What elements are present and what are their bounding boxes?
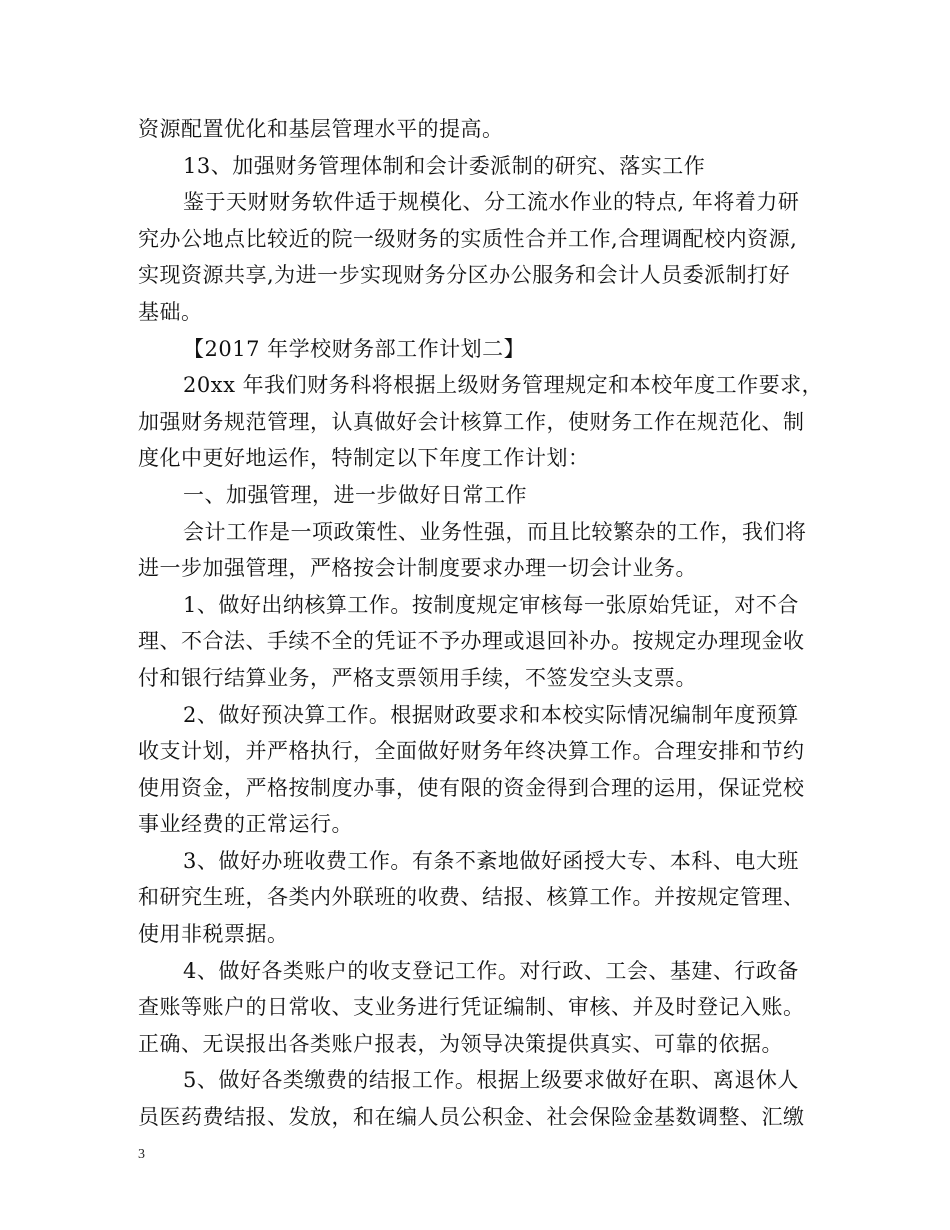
text-line: 资源配置优化和基层管理水平的提高。 — [138, 117, 504, 141]
text-line: 会计工作是一项政策性、业务性强，而且比较繁杂的工作，我们将 — [183, 519, 807, 544]
text-line: 一、加强管理，进一步做好日常工作 — [183, 482, 527, 507]
text-line: 理、不合法、手续不全的凭证不予办理或退回补办。按规定办理现金收 — [138, 629, 805, 654]
text-line: 2、做好预决算工作。根据财政要求和本校实际情况编制年度预算 — [183, 702, 799, 727]
text-line: 3、做好办班收费工作。有条不紊地做好函授大专、本科、电大班 — [183, 848, 799, 873]
text-line: 13、加强财务管理体制和会计委派制的研究、落实工作 — [183, 153, 706, 178]
text-line: 5、做好各类缴费的结报工作。根据上级要求做好在职、离退休人 — [183, 1068, 799, 1093]
text-line: 【2017 年学校财务部工作计划二】 — [183, 336, 526, 361]
text-line: 究办公地点比较近的院一级财务的实质性合并工作,合理调配校内资源, — [138, 226, 798, 251]
text-line: 使用资金，严格按制度办事，使有限的资金得到合理的运用，保证党校 — [138, 775, 805, 800]
document-body — [138, 111, 824, 1136]
text-line: 进一步加强管理，严格按会计制度要求办理一切会计业务。 — [138, 556, 697, 581]
text-line: 20xx 年我们财务科将根据上级财务管理规定和本校年度工作要求， — [183, 373, 824, 398]
text-line: 付和银行结算业务，严格支票领用手续，不签发空头支票。 — [138, 665, 697, 690]
text-line: 和研究生班，各类内外联班的收费、结报、核算工作。并按规定管理、 — [138, 885, 805, 910]
text-line: 鉴于天财财务软件适于规模化、分工流水作业的特点, 年将着力研 — [183, 190, 800, 215]
text-line: 基础。 — [138, 299, 203, 324]
text-line: 查账等账户的日常收、支业务进行凭证编制、审核、并及时登记入账。 — [138, 995, 805, 1020]
text-line: 正确、无误报出各类账户报表，为领导决策提供真实、可靠的依据。 — [138, 1031, 783, 1056]
text-line: 员医药费结报、发放，和在编人员公积金、社会保险金基数调整、汇缴 — [138, 1105, 805, 1130]
text-line: 使用非税票据。 — [138, 922, 289, 947]
page-number: 3 — [138, 1147, 145, 1162]
text-line: 事业经费的正常运行。 — [138, 812, 353, 837]
text-line: 加强财务规范管理，认真做好会计核算工作，使财务工作在规范化、制 — [138, 409, 805, 434]
text-line: 1、做好出纳核算工作。按制度规定审核每一张原始凭证，对不合 — [183, 592, 799, 617]
text-line: 4、做好各类账户的收支登记工作。对行政、工会、基建、行政备 — [183, 958, 799, 983]
text-line: 收支计划，并严格执行，全面做好财务年终决算工作。合理安排和节约 — [138, 739, 805, 764]
text-line: 实现资源共享,为进一步实现财务分区办公服务和会计人员委派制打好 — [138, 263, 791, 288]
text-line: 度化中更好地运作，特制定以下年度工作计划： — [138, 446, 590, 471]
